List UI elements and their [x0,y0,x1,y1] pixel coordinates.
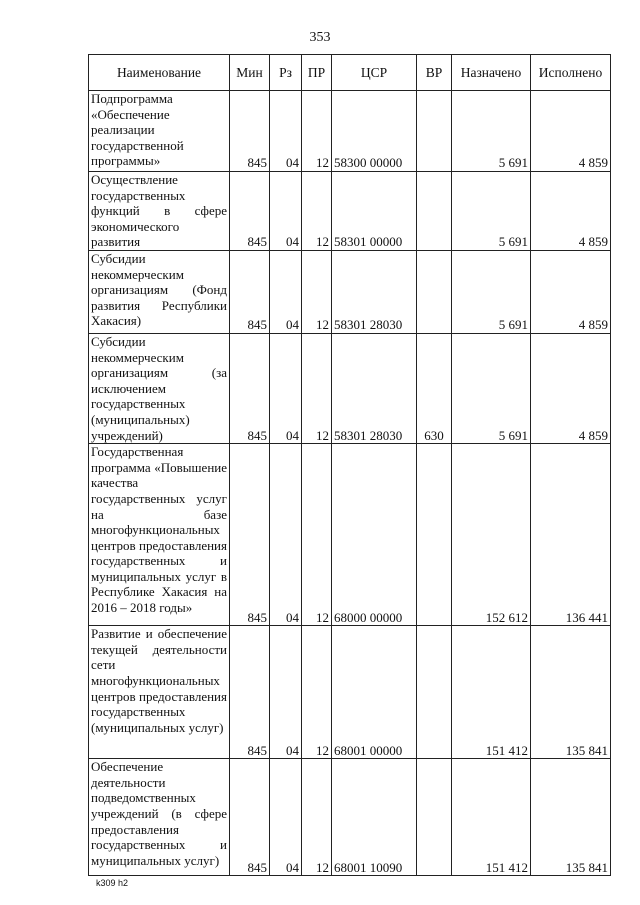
row-name: Субсидии некоммерческим организациям (Фонд развития Республики Хакасия) [89,250,230,333]
row-csr: 68000 00000 [332,444,417,626]
header-name: Наименование [89,55,230,91]
header-min: Мин [230,55,270,91]
table-row [89,759,611,876]
row-assigned: 151 412 [452,759,531,876]
row-executed: 4 859 [531,91,611,172]
header-executed: Исполнено [531,55,611,91]
row-csr: 58301 00000 [332,172,417,251]
row-name: Подпрограмма «Обеспечение реализации государственной программы» [89,91,230,172]
row-min: 845 [230,333,270,443]
footer-code: k309 h2 [96,878,129,888]
row-assigned: 5 691 [452,250,531,333]
page-number: 353 [309,30,331,45]
row-csr: 58301 28030 [332,250,417,333]
row-min: 845 [230,444,270,626]
row-rz: 04 [270,759,302,876]
row-rz: 04 [270,172,302,251]
row-pr: 12 [302,759,332,876]
table-row [89,444,611,626]
header-assigned: Назначено [452,55,531,91]
row-executed: 136 441 [531,444,611,626]
header-vr: ВР [417,55,452,91]
table-row [89,626,611,759]
row-name: Развитие и обеспечение текущей деятельности сети многофункциональных центров предоставления государственных (муниципальных услуг) [89,626,230,759]
row-vr [417,444,452,626]
row-rz: 04 [270,91,302,172]
row-min: 845 [230,91,270,172]
row-name: Осуществление государственных функций в сфере экономического развития [89,172,230,251]
row-name: Субсидии некоммерческим организациям (за исключением государственных (муниципальных) учреждений) [89,333,230,443]
row-min: 845 [230,172,270,251]
table-row [89,333,611,443]
table-row [89,250,611,333]
row-pr: 12 [302,626,332,759]
row-executed: 135 841 [531,626,611,759]
row-vr [417,759,452,876]
row-executed: 135 841 [531,759,611,876]
row-executed: 4 859 [531,333,611,443]
row-pr: 12 [302,91,332,172]
table-row [89,172,611,251]
row-min: 845 [230,626,270,759]
row-vr [417,91,452,172]
row-assigned: 152 612 [452,444,531,626]
row-pr: 12 [302,444,332,626]
row-assigned: 5 691 [452,172,531,251]
table-row [89,91,611,172]
row-pr: 12 [302,333,332,443]
row-executed: 4 859 [531,250,611,333]
row-min: 845 [230,759,270,876]
row-vr: 630 [417,333,452,443]
row-csr: 68001 00000 [332,626,417,759]
header-csr: ЦСР [332,55,417,91]
row-pr: 12 [302,172,332,251]
row-rz: 04 [270,333,302,443]
row-vr [417,250,452,333]
row-vr [417,626,452,759]
row-csr: 58300 00000 [332,91,417,172]
row-rz: 04 [270,444,302,626]
header-pr: ПР [302,55,332,91]
row-min: 845 [230,250,270,333]
row-name: Обеспечение деятельности подведомственных учреждений (в сфере предоставления государственных и муниципальных услуг) [89,759,230,876]
row-rz: 04 [270,250,302,333]
row-name: Государственная программа «Повышение качества государственных услуг на базе многофункциональных центров предоставления государственных и муниципальных услуг в Республике Хакасия на 2016 – 2018 годы» [89,444,230,626]
row-assigned: 5 691 [452,333,531,443]
header-rz: Рз [270,55,302,91]
table-header-row [89,55,611,91]
budget-table [88,54,611,876]
row-csr: 68001 10090 [332,759,417,876]
row-csr: 58301 28030 [332,333,417,443]
row-assigned: 5 691 [452,91,531,172]
row-pr: 12 [302,250,332,333]
row-executed: 4 859 [531,172,611,251]
row-assigned: 151 412 [452,626,531,759]
row-vr [417,172,452,251]
row-rz: 04 [270,626,302,759]
